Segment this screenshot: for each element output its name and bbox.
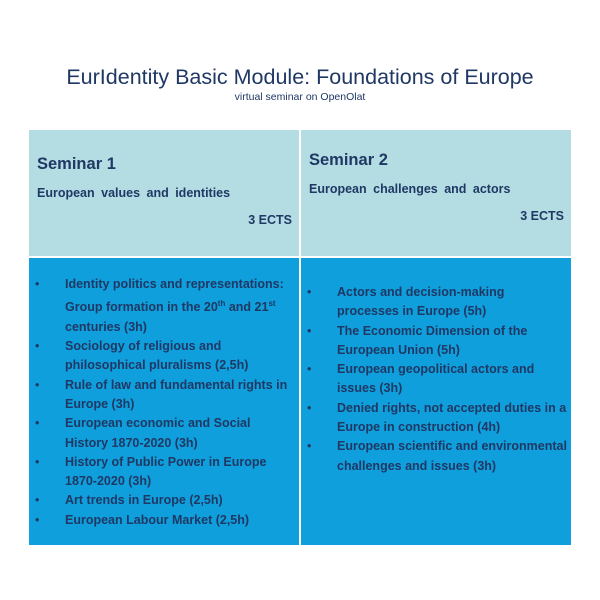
topic-list-item: • Rule of law and fundamental rights in Europe (3h) (35, 377, 288, 411)
seminar-2-topics-cell (301, 258, 571, 545)
bullet-icon: • (307, 439, 312, 454)
seminar-1-header-cell (29, 130, 299, 256)
bullet-icon: • (307, 285, 312, 299)
bullet-icon: • (35, 493, 40, 508)
seminar-2-header-cell (301, 130, 571, 256)
topic-list-item: • The Economic Dimension of the European Union (5h) (307, 323, 528, 357)
bullet-icon: • (307, 362, 312, 377)
seminar-2-credits: 3 ECTS (520, 209, 564, 223)
bullet-icon: • (35, 339, 40, 354)
seminar-1-credits: 3 ECTS (248, 213, 292, 227)
topic-list-item: • Art trends in Europe (2,5h) (29, 491, 295, 510)
topic-list-item: • European scientific and environmental challenges and issues (3h) (307, 439, 567, 473)
bullet-icon: • (307, 400, 312, 415)
topic-list-item: • European Labour Market (2,5h) (29, 511, 295, 530)
topic-list-item: • History of Public Power in Europe 1870-2020 (3h) (35, 454, 267, 489)
topic-list-item: • Denied rights, not accepted duties in a Europe in construction (4h) (307, 400, 567, 435)
bullet-icon: • (35, 454, 40, 469)
page-subtitle: virtual seminar on OpenOlat (234, 91, 366, 103)
bullet-icon: • (35, 277, 40, 291)
bullet-icon: • (35, 377, 40, 392)
topic-list-item: • Sociology of religious and philosophical pluralisms (2,5h) (35, 339, 249, 373)
seminar-table (29, 130, 571, 545)
topic-list-item: • Identity politics and representations: Group formation in the 20th and 21st centuries (3h) (35, 277, 284, 334)
seminar-2-subtitle: European challenges and actors (309, 182, 511, 196)
seminar-1-topic-list (29, 275, 295, 530)
seminar-2-topic-list (301, 283, 567, 476)
seminar-1-title: Seminar 1 (37, 155, 116, 173)
bullet-icon: • (307, 323, 312, 338)
topic-list-item: • Actors and decision-making processes in Europe (5h) (307, 285, 505, 319)
seminar-1-subtitle: European values and identities (37, 186, 231, 200)
bullet-icon: • (35, 416, 40, 431)
bullet-icon: • (35, 512, 40, 527)
page-title: EurIdentity Basic Module: Foundations of Europe (66, 65, 534, 89)
topic-list-item: • European geopolitical actors and issues (3h) (307, 362, 535, 396)
topic-list-item: • European economic and Social History 1870-2020 (3h) (35, 416, 251, 450)
seminar-1-topics-cell (29, 258, 299, 545)
seminar-2-title: Seminar 2 (309, 151, 388, 169)
